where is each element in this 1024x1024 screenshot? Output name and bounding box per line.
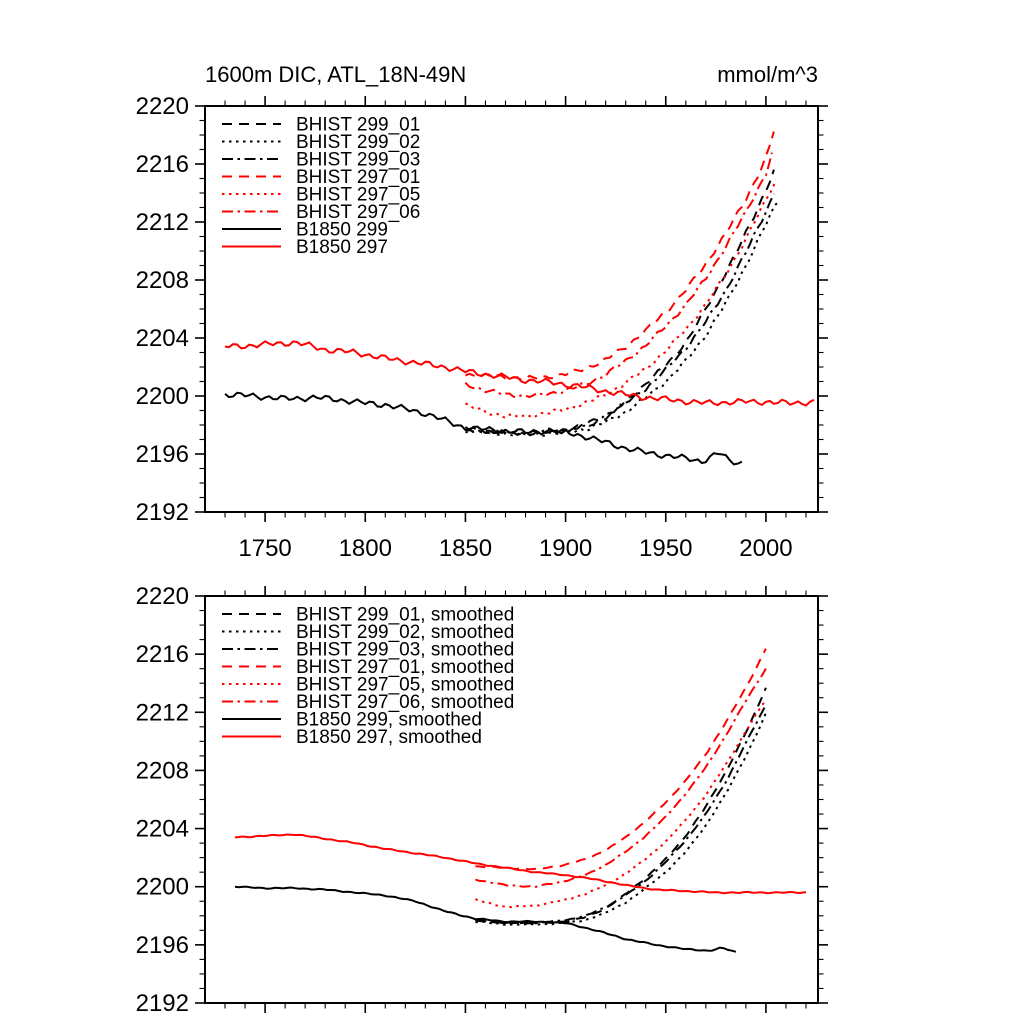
series-line-bhist-297-01 (465, 132, 774, 380)
y-tick-label: 2212 (135, 209, 189, 236)
legend (222, 605, 514, 749)
legend-label-b1850-297-smoothed: B1850 297, smoothed (296, 727, 482, 748)
x-tick-label: 1850 (438, 535, 493, 562)
legend-label-bhist-299-01-smoothed: BHIST 299_01, smoothed (296, 604, 515, 626)
y-tick-label: 2200 (135, 383, 189, 410)
y-tick-label: 2216 (135, 151, 189, 178)
legend-label-b1850-297: B1850 297 (296, 237, 388, 258)
legend-label-bhist-299-03-smoothed: BHIST 299_03, smoothed (296, 639, 515, 661)
series-line-bhist-299-02 (465, 202, 778, 436)
legend-label-bhist-299-01: BHIST 299_01 (296, 114, 421, 136)
y-tick-label: 2220 (135, 93, 189, 120)
y-tick-label: 2200 (135, 873, 189, 901)
x-tick-label: 1950 (639, 535, 693, 562)
series-line-bhist-297-01-smoothed (475, 649, 766, 870)
series-line-bhist-299-01-smoothed (475, 688, 766, 924)
series-line-bhist-299-03 (465, 194, 774, 435)
series-line-bhist-297-05-smoothed (475, 699, 766, 907)
top-chart-title: 1600m DIC, ATL_18N-49N (205, 62, 467, 87)
series-line-bhist-299-03-smoothed (475, 705, 766, 924)
legend-label-bhist-297-06-smoothed: BHIST 297_06, smoothed (296, 692, 515, 713)
series-line-b1850-297-smoothed (235, 835, 806, 894)
legend-label-bhist-297-01-smoothed: BHIST 297_01, smoothed (296, 657, 515, 678)
legend-label-bhist-299-02-smoothed: BHIST 299_02, smoothed (296, 622, 515, 643)
legend-label-b1850-299: B1850 299 (296, 219, 388, 241)
bottom-chart (136, 583, 828, 1017)
y-tick-label: 2196 (135, 931, 189, 959)
y-tick-label: 2212 (135, 699, 189, 727)
legend-label-b1850-299-smoothed: B1850 299, smoothed (296, 709, 482, 731)
legend-label-bhist-297-01: BHIST 297_01 (296, 167, 421, 188)
legend-label-bhist-297-05-smoothed: BHIST 297_05, smoothed (296, 674, 515, 696)
series-line-bhist-297-05 (465, 180, 776, 418)
x-tick-label: 1800 (338, 535, 392, 562)
y-tick-label: 2196 (135, 441, 189, 468)
legend-label-bhist-297-06: BHIST 297_06 (296, 202, 421, 223)
series-line-b1850-299-smoothed (235, 887, 736, 952)
legend-label-bhist-299-03: BHIST 299_03 (296, 149, 421, 171)
y-tick-label: 2192 (135, 990, 189, 1017)
top-chart (136, 93, 828, 562)
legend-label-bhist-297-05: BHIST 297_05 (296, 184, 421, 206)
y-tick-label: 2204 (135, 325, 189, 352)
y-tick-label: 2220 (135, 583, 189, 610)
legend (222, 115, 420, 259)
y-tick-label: 2216 (135, 641, 189, 669)
series-line-b1850-299 (225, 393, 742, 465)
y-tick-label: 2192 (135, 499, 189, 526)
y-tick-label: 2208 (135, 267, 189, 294)
legend-label-bhist-299-02: BHIST 299_02 (296, 132, 421, 153)
x-tick-label: 1750 (238, 535, 292, 562)
x-tick-label: 1900 (538, 535, 593, 562)
x-tick-label: 2000 (739, 535, 793, 562)
y-tick-label: 2204 (135, 815, 189, 843)
y-tick-label: 2208 (135, 757, 189, 785)
top-chart-units-label: mmol/m^3 (717, 62, 818, 87)
